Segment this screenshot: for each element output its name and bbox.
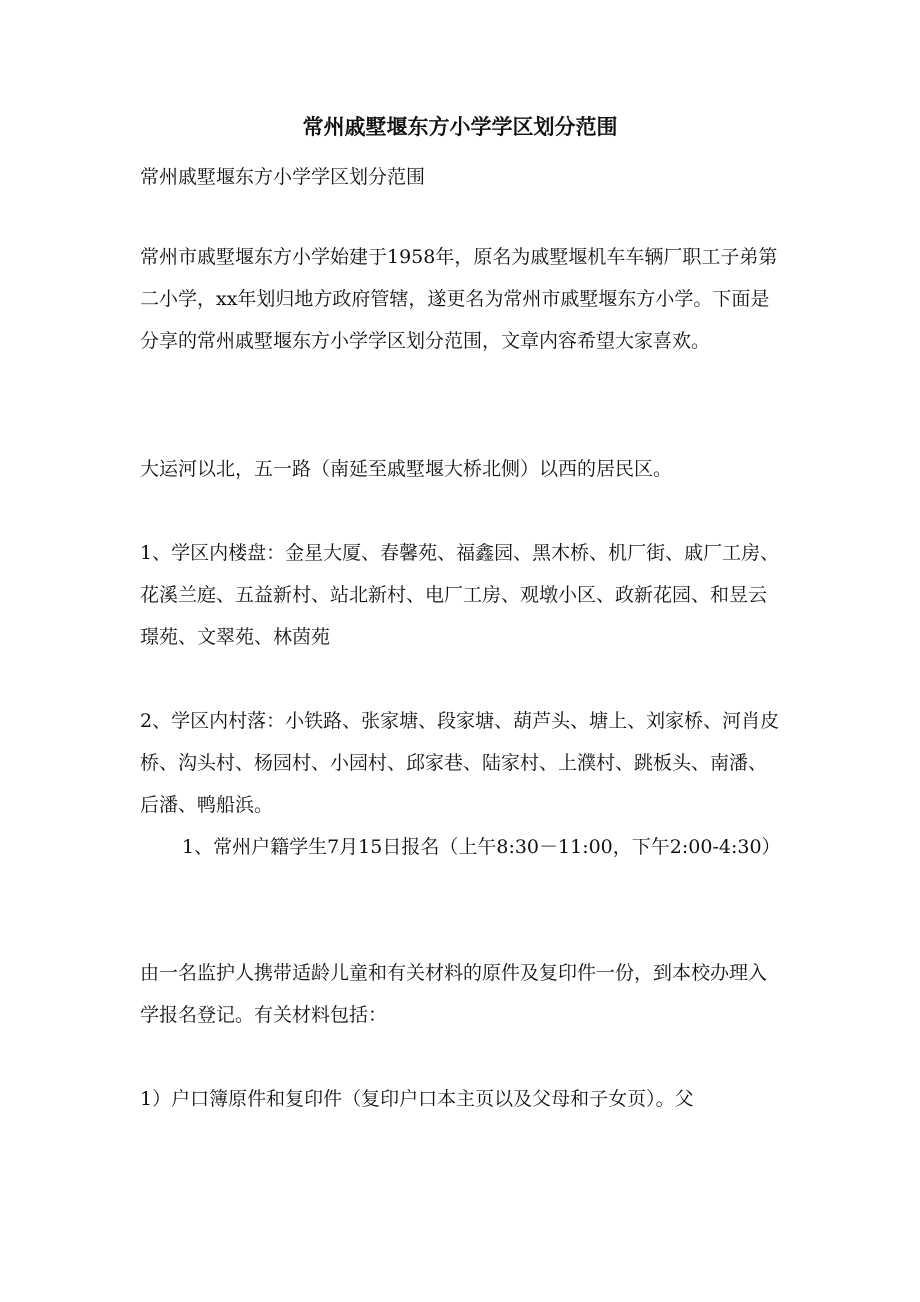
paragraph-materials: 由一名监护人携带适龄儿童和有关材料的原件及复印件一份，到本校办理入学报名登记。有关材料包括： <box>140 962 768 1026</box>
paragraph-area: 大运河以北，五一路（南延至戚墅堰大桥北侧）以西的居民区。 <box>140 458 673 480</box>
paragraph-registration: 1、常州户籍学生7月15日报名（上午8:30－11:00，下午2:00-4:30） <box>182 836 781 858</box>
paragraph-subtitle: 常州戚墅堰东方小学学区划分范围 <box>140 166 426 188</box>
area-block <box>140 448 782 490</box>
household-block <box>140 1078 782 1120</box>
paragraph-villages: 2、学区内村落：小铁路、张家塘、段家塘、葫芦头、塘上、刘家桥、河肖皮桥、沟头村、杨园村、小园村、邱家巷、陆家村、上濮村、跳板头、南潘、后潘、鸭船浜。 <box>140 710 780 816</box>
villages-block <box>140 700 782 868</box>
subtitle-block <box>140 156 782 198</box>
paragraph-household: 1）户口簿原件和复印件（复印户口本主页以及父母和子女页）。父 <box>140 1088 694 1110</box>
estates-block <box>140 532 782 658</box>
paragraph-intro: 常州市戚墅堰东方小学始建于1958年，原名为戚墅堰机车车辆厂职工子弟第二小学，xx年划归地方政府管辖，遂更名为常州市戚墅堰东方小学。下面是分享的常州戚墅堰东方小学学区划分范围，文章内容希望大家喜欢。 <box>140 246 778 352</box>
intro-block <box>140 236 782 362</box>
document-title: 常州戚墅堰东方小学学区划分范围 <box>302 114 618 139</box>
paragraph-estates: 1、学区内楼盘：金星大厦、春馨苑、福鑫园、黑木桥、机厂街、戚厂工房、花溪兰庭、五益新村、站北新村、电厂工房、观墩小区、政新花园、和昱云璟苑、文翠苑、林茵苑 <box>140 542 780 648</box>
materials-block <box>140 952 782 1036</box>
